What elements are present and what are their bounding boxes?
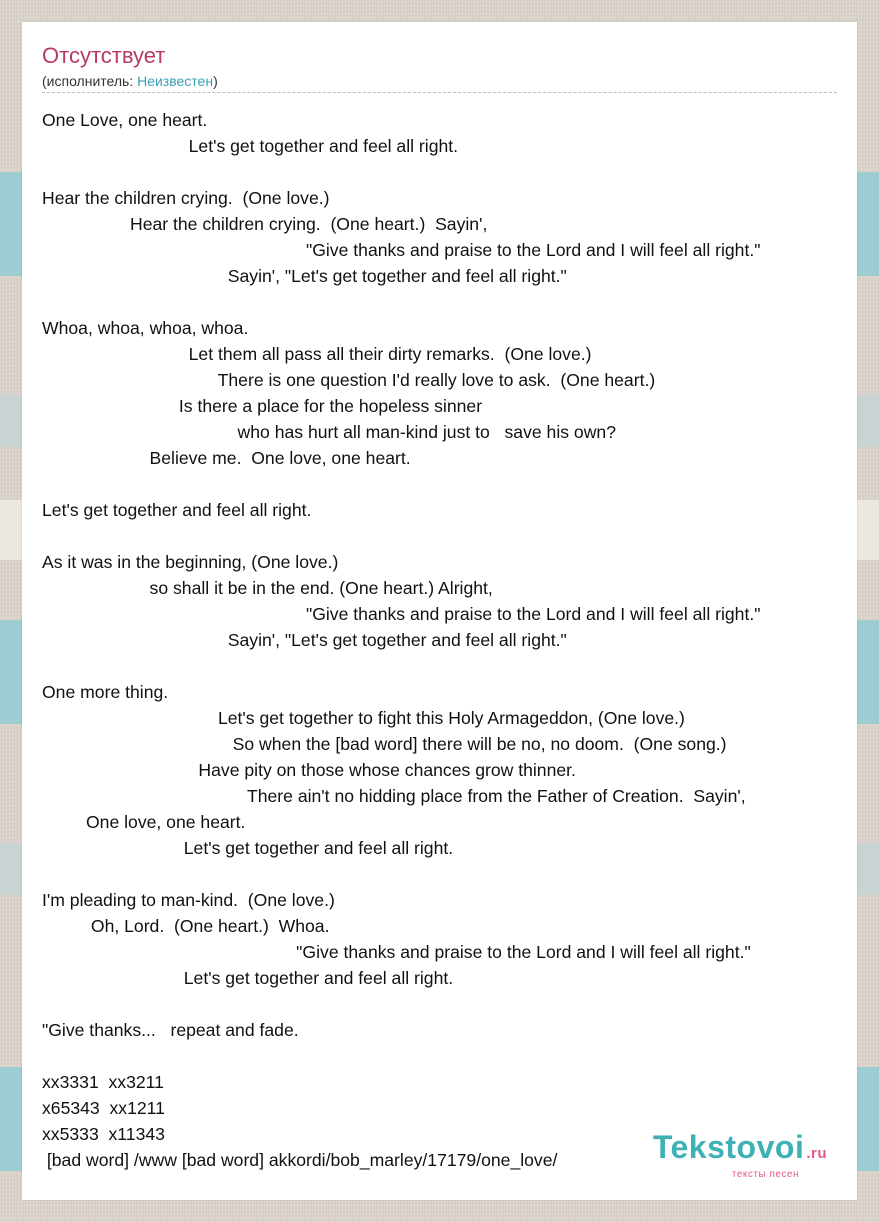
artist-suffix: ) [213,73,218,89]
artist-line [42,73,218,89]
logo-tld: .ru [806,1145,827,1162]
logo-brand: Tekstovoi [652,1129,805,1165]
site-logo [653,1131,827,1180]
artist-link[interactable]: Неизвестен [137,73,214,89]
lyrics-card [22,22,857,1200]
lyrics-text: One Love, one heart. Let's get together and feel all right. Hear the children crying. (One love.) Hear the children crying. (One heart.) Sayin', "Give thanks and praise to the Lord and I will feel all right." Sayin', "Let's get together and feel all right." Whoa, whoa, whoa, whoa. Let them all pass all their dirty remarks. (One love.) There is one question I'd really love to ask. (One heart.) Is there a place for the hopeless sinner who has hurt all man-kind just to save his own? Believe me. One love, one heart. Let's get together and feel all right. As it was in the beginning, (One love.) so shall it be in the end. (One heart.) Alright, "Give thanks and praise to the Lord and I will feel all right." Sayin', "Let's get together and feel all right." One more thing. Let's get together to fight this Holy Armageddon, (One love.) So when the [bad word] there will be no, no doom. (One song.) Have pity on those whose chances grow thinner. There ain't no hidding place from the Father of Creation. Sayin', One love, one heart. Let's get together and feel all right. I'm pleading to man-kind. (One love.) Oh, Lord. (One heart.) Whoa. "Give thanks and praise to the Lord and I will feel all right." Let's get together and feel all right. "Give thanks... repeat and fade. xx3331 xx3211 x65343 xx1211 xx5333 x11343 [bad word] /www [bad word] akkordi/bob_marley/17179/one_love/ [42,110,761,1170]
artist-prefix: (исполнитель: [42,73,138,89]
divider [42,92,837,93]
logo-tagline: тексты песен [731,1169,799,1180]
song-title: Отсутствует [42,43,166,68]
